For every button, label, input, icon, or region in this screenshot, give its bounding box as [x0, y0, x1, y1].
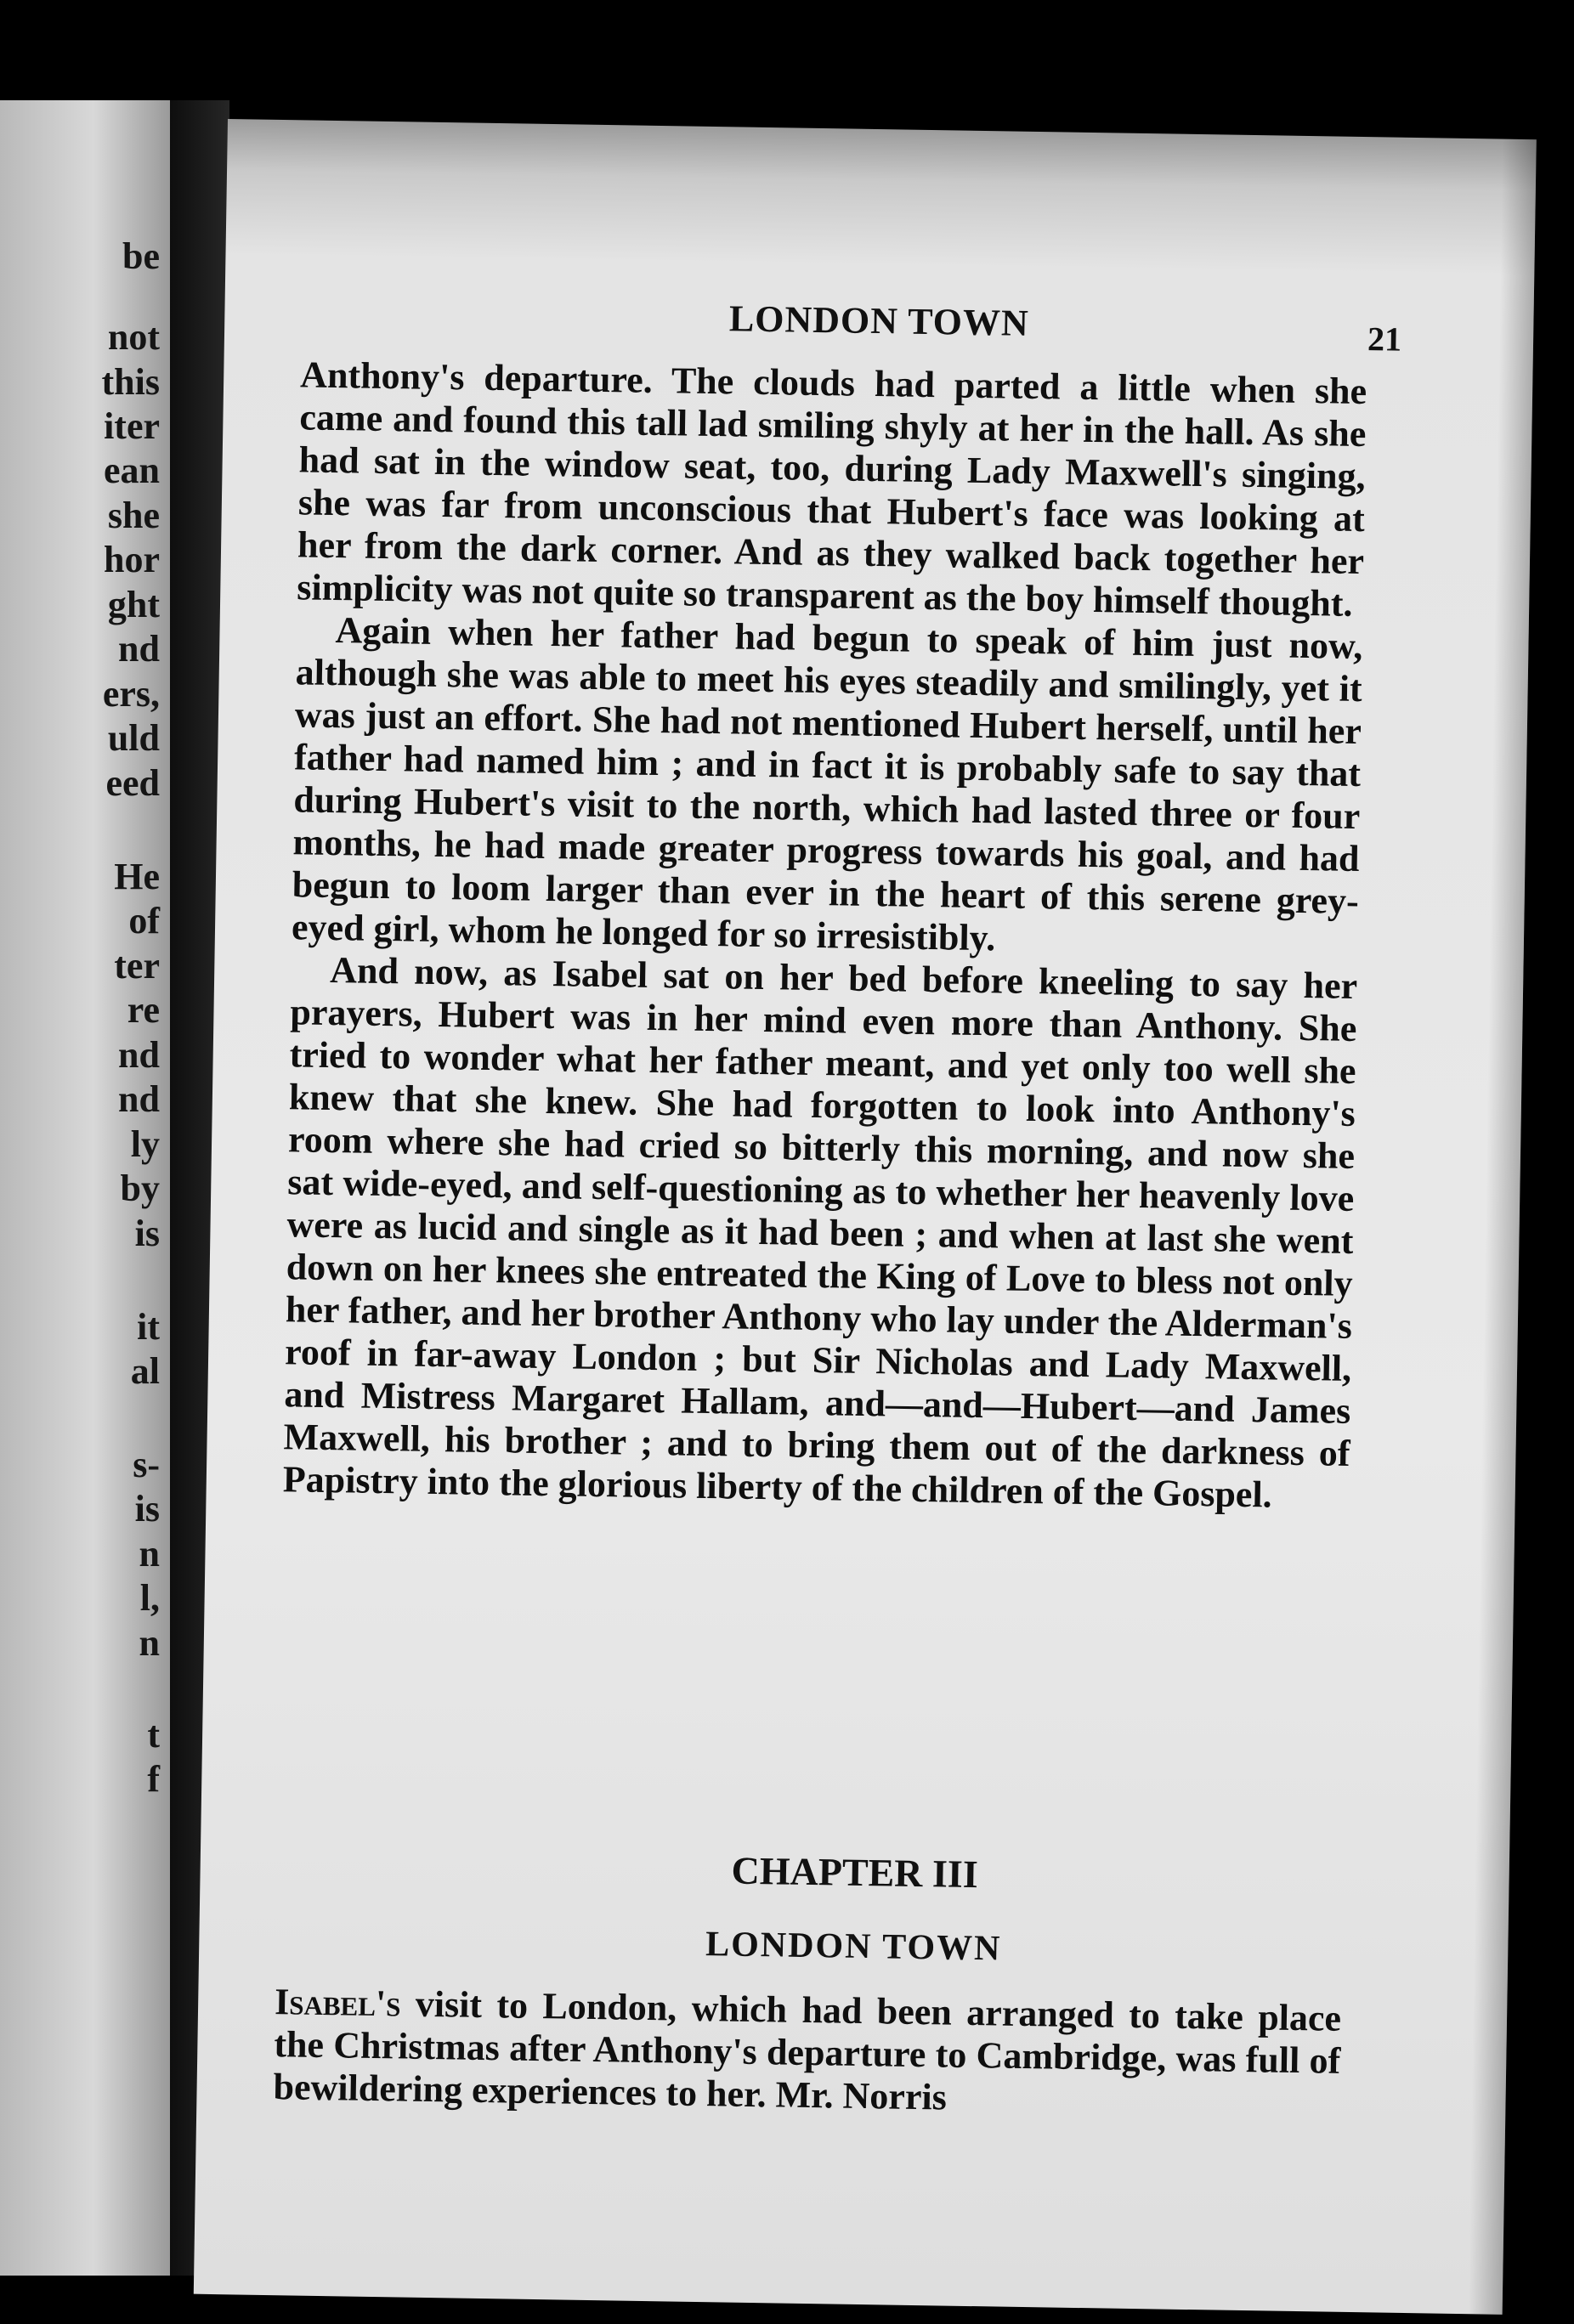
previous-page-fragment: is: [134, 1488, 160, 1530]
running-head: LONDON TOWN: [728, 297, 1030, 344]
previous-page-fragment: n: [139, 1622, 160, 1664]
paragraph: And now, as Isabel sat on her bed before kneeling to say her prayers, Hubert was in her mind even more than Anthony. She tried to wonder what her father meant, and yet only too well she knew that she knew. She had forgotten to look into Anthony's room where she had cried so bitterly this morning, and now she sat wide-eyed, and self-questioning as to whether her heavenly love were as lucid and single as it had been ; and when at last she went down on her knees she entreated the King of Love to bless not only her father, and her brother Anthony who lay under the Alderman's roof in far-away London ; but Sir Nicholas and Lady Maxwell, and Mistress Margaret Hallam, and—and—Hubert—and James Maxwell, his brother ; and to bring them out of the darkness of Papistry into the glorious liberty of the children of the Gospel.: [282, 949, 1358, 1516]
previous-page-fragment: hor: [104, 539, 160, 580]
previous-page-fragment: s-: [133, 1444, 160, 1485]
previous-page-fragment: ly: [130, 1123, 160, 1165]
previous-page-fragment: she: [107, 495, 160, 536]
previous-page-fragment: is: [134, 1213, 160, 1254]
previous-page-fragment: not: [107, 316, 160, 358]
chapter-opening-paragraph: [273, 1981, 1341, 2125]
page-number: 21: [1367, 319, 1402, 359]
chapter-opening-body: visit to London, which had been arranged to take place the Christmas after Anthony's departure to Cambridge, was full of bewildering experiences to her. Mr. Norris: [273, 1982, 1342, 2118]
previous-page-fragment: ers,: [102, 673, 160, 715]
previous-page-fragment: of: [128, 900, 160, 941]
previous-page-fragment: nd: [118, 1078, 160, 1120]
previous-page-fragment: re: [127, 989, 160, 1031]
previous-page-fragment: by: [120, 1168, 160, 1209]
previous-page-fragment: eed: [105, 762, 160, 804]
previous-page-fragment: be: [122, 235, 160, 277]
previous-page-fragment: He: [114, 856, 160, 897]
previous-page-fragment: uld: [107, 717, 160, 759]
chapter-subtitle: LONDON TOWN: [705, 1925, 1002, 1969]
previous-page-fragment: nd: [118, 1034, 160, 1076]
paragraph: Again when her father had begun to speak of him just now, although she was able to meet his eyes steadily and smilingly, yet it was just an effort. She had not mentioned Hubert herself, until her father had named him ; and in fact it is probably safe to say that during Hubert's visit to the north, which had lasted three or four months, he had made greater progress towards his goal, and had begun to loom larger than ever in the heart of this serene grey-eyed girl, whom he longed for so irresistibly.: [291, 609, 1363, 959]
chapter-title: CHAPTER III: [731, 1848, 979, 1897]
previous-page-fragment: this: [101, 361, 160, 403]
paragraph: Anthony's departure. The clouds had parted a little when she came and found this tall lad smiling shyly at her in the hall. As she had sat in the window seat, too, during Lady Maxwell's singing, she was far from unconscious that Hubert's face was looking at her from the dark corner. And as they walked back together her simplicity was not quite so transparent as the boy himself thought.: [296, 353, 1367, 625]
previous-page-fragment: f: [147, 1758, 160, 1800]
previous-page-fragment: iter: [104, 405, 160, 447]
previous-page-fragment: nd: [118, 628, 160, 670]
previous-page-fragment: ter: [114, 945, 160, 987]
body-text: [282, 353, 1367, 1518]
previous-page-fragment: al: [130, 1350, 160, 1392]
book-page: [194, 119, 1537, 2315]
previous-page-fragment: t: [147, 1714, 160, 1756]
previous-page-fragment: ght: [107, 584, 160, 625]
previous-page-edge: [0, 100, 170, 2276]
chapter-opening-text: [273, 1981, 1341, 2125]
previous-page-fragment: n: [139, 1533, 160, 1575]
previous-page-fragment: l,: [139, 1577, 160, 1619]
previous-page-fragment: it: [137, 1306, 160, 1348]
previous-page-fragment: ean: [104, 450, 160, 491]
chapter-opening-word: Isabel's: [274, 1981, 401, 2025]
